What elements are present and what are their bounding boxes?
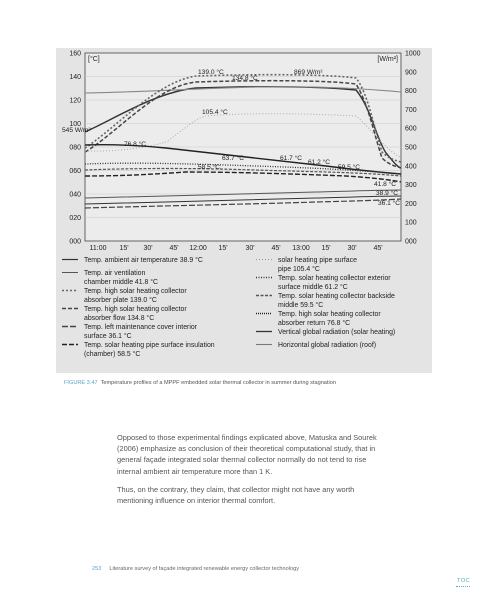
- legend-label: Temp. solar heating collector exterior: [278, 275, 391, 282]
- x-tick-label: 30': [143, 245, 153, 252]
- left-tick-label: 060: [69, 168, 81, 175]
- chart-annotation: 61.2 °C: [308, 159, 331, 166]
- legend-label: absorber return 76.8 °C: [278, 320, 351, 327]
- legend-label: Temp. ambient air temperature 38.9 °C: [84, 257, 203, 264]
- page-number: 253: [92, 566, 102, 572]
- legend-label: Temp. high solar heating collector: [84, 306, 187, 313]
- left-tick-label: 100: [69, 121, 81, 128]
- figure-number: FIGURE 3.47: [64, 380, 98, 386]
- legend-label: surface middle 61.2 °C: [278, 284, 348, 291]
- legend-label: surface 36.1 °C: [84, 333, 132, 340]
- right-tick-label: 100: [405, 219, 417, 227]
- right-tick-label: 600: [405, 125, 417, 133]
- legend-label: Temp. air ventilation: [84, 270, 146, 277]
- toc-link[interactable]: TOC: [457, 578, 471, 584]
- legend-label: absorber flow 134.8 °C: [84, 315, 155, 322]
- figure: [56, 48, 432, 373]
- x-tick-label: 15': [119, 245, 129, 252]
- left-tick-label: 040: [69, 191, 81, 199]
- chart-annotation: 61.7 °C: [280, 155, 303, 162]
- legend-label: (chamber) 58.5 °C: [84, 351, 141, 358]
- paragraph: Opposed to those experimental findings explicated above, Matuska and Sourek (2006) emphasize as conclusion of their theoretical computational study, that in general façade integrated solar thermal collector normally do not tend to rise internal ambient air temperature more than 1 K.: [117, 433, 377, 476]
- left-axis-unit: [°C]: [88, 56, 100, 63]
- chart-annotation: 41.8 °C: [374, 181, 397, 188]
- x-tick-label: 13:00: [292, 245, 310, 252]
- right-tick-label: 900: [405, 69, 417, 77]
- right-tick-label: 700: [405, 106, 417, 114]
- x-tick-label: 45': [373, 245, 383, 252]
- right-tick-label: 400: [405, 163, 417, 171]
- legend-label: Vertical global radiation (solar heating): [278, 329, 396, 336]
- x-tick-label: 12:00: [189, 245, 207, 252]
- x-tick-label: 11:00: [89, 245, 107, 252]
- chart-annotation: 105.4 °C: [202, 109, 228, 116]
- paragraph: Thus, on the contrary, they claim, that collector might not have any worth mentioning influence on interior thermal comfort.: [117, 485, 355, 506]
- chart-annotation: 58.5 °C: [198, 164, 221, 171]
- x-tick-label: 30': [347, 245, 357, 252]
- left-tick-label: 080: [69, 144, 81, 152]
- caption-text: Temperature profiles of a MPPF embedded solar thermal collector in summer during stagnation: [100, 380, 336, 386]
- chart-annotation: 36.1 °C: [378, 200, 401, 207]
- legend-label: absorber plate 139.0 °C: [84, 297, 157, 304]
- x-tick-label: 45': [169, 245, 179, 252]
- chart-annotation: 134.8 °C: [232, 75, 258, 82]
- legend-label: solar heating pipe surface: [278, 257, 357, 264]
- chart-annotation: 76.8 °C: [124, 141, 147, 148]
- x-tick-label: 45': [271, 245, 281, 252]
- x-tick-label: 15': [321, 245, 331, 252]
- right-axis-unit: [W/m²]: [377, 56, 398, 63]
- right-tick-label: 1000: [405, 50, 421, 58]
- left-tick-label: 140: [69, 74, 81, 81]
- temperature-chart: [56, 48, 432, 373]
- chart-annotation: 63.7 °C: [222, 155, 245, 162]
- figure-caption: [64, 380, 336, 386]
- legend-label: middle 59.5 °C: [278, 302, 324, 309]
- right-tick-label: 200: [405, 200, 417, 208]
- legend-label: Temp. left maintenance cover interior: [84, 324, 197, 331]
- legend-label: pipe 105.4 °C: [278, 266, 320, 273]
- left-tick-label: 120: [69, 97, 81, 105]
- chart-annotation: 38.9 °C: [376, 190, 399, 197]
- chart-annotation: 59.5 °C: [338, 164, 361, 171]
- running-title: Literature survey of façade integrated renewable energy collector technology: [109, 566, 300, 572]
- x-tick-label: 15': [218, 245, 228, 252]
- left-tick-label: 020: [69, 215, 81, 222]
- toc-underline: [456, 586, 470, 587]
- right-tick-label: 300: [405, 182, 417, 190]
- right-tick-label: 000: [405, 238, 417, 246]
- legend-label: Horizontal global radiation (roof): [278, 342, 377, 349]
- left-tick-label: 160: [69, 50, 81, 58]
- legend-label: Temp. high solar heating collector: [84, 288, 187, 295]
- legend-label: chamber middle 41.8 °C: [84, 279, 158, 286]
- right-tick-label: 500: [405, 144, 417, 152]
- chart-annotation: 139.0 °C: [198, 69, 224, 76]
- left-tick-label: 000: [69, 238, 81, 246]
- page-footer: [92, 566, 299, 572]
- legend-label: Temp. high solar heating collector: [278, 311, 381, 318]
- chart-annotation: 869 W/m²: [294, 69, 323, 76]
- chart-annotation: 545 W/m²: [62, 127, 91, 134]
- right-tick-label: 800: [405, 88, 417, 96]
- legend-label: Temp. solar heating pipe surface insulation: [84, 342, 215, 349]
- legend-label: Temp. solar heating collector backside: [278, 293, 395, 300]
- x-tick-label: 30': [245, 245, 255, 252]
